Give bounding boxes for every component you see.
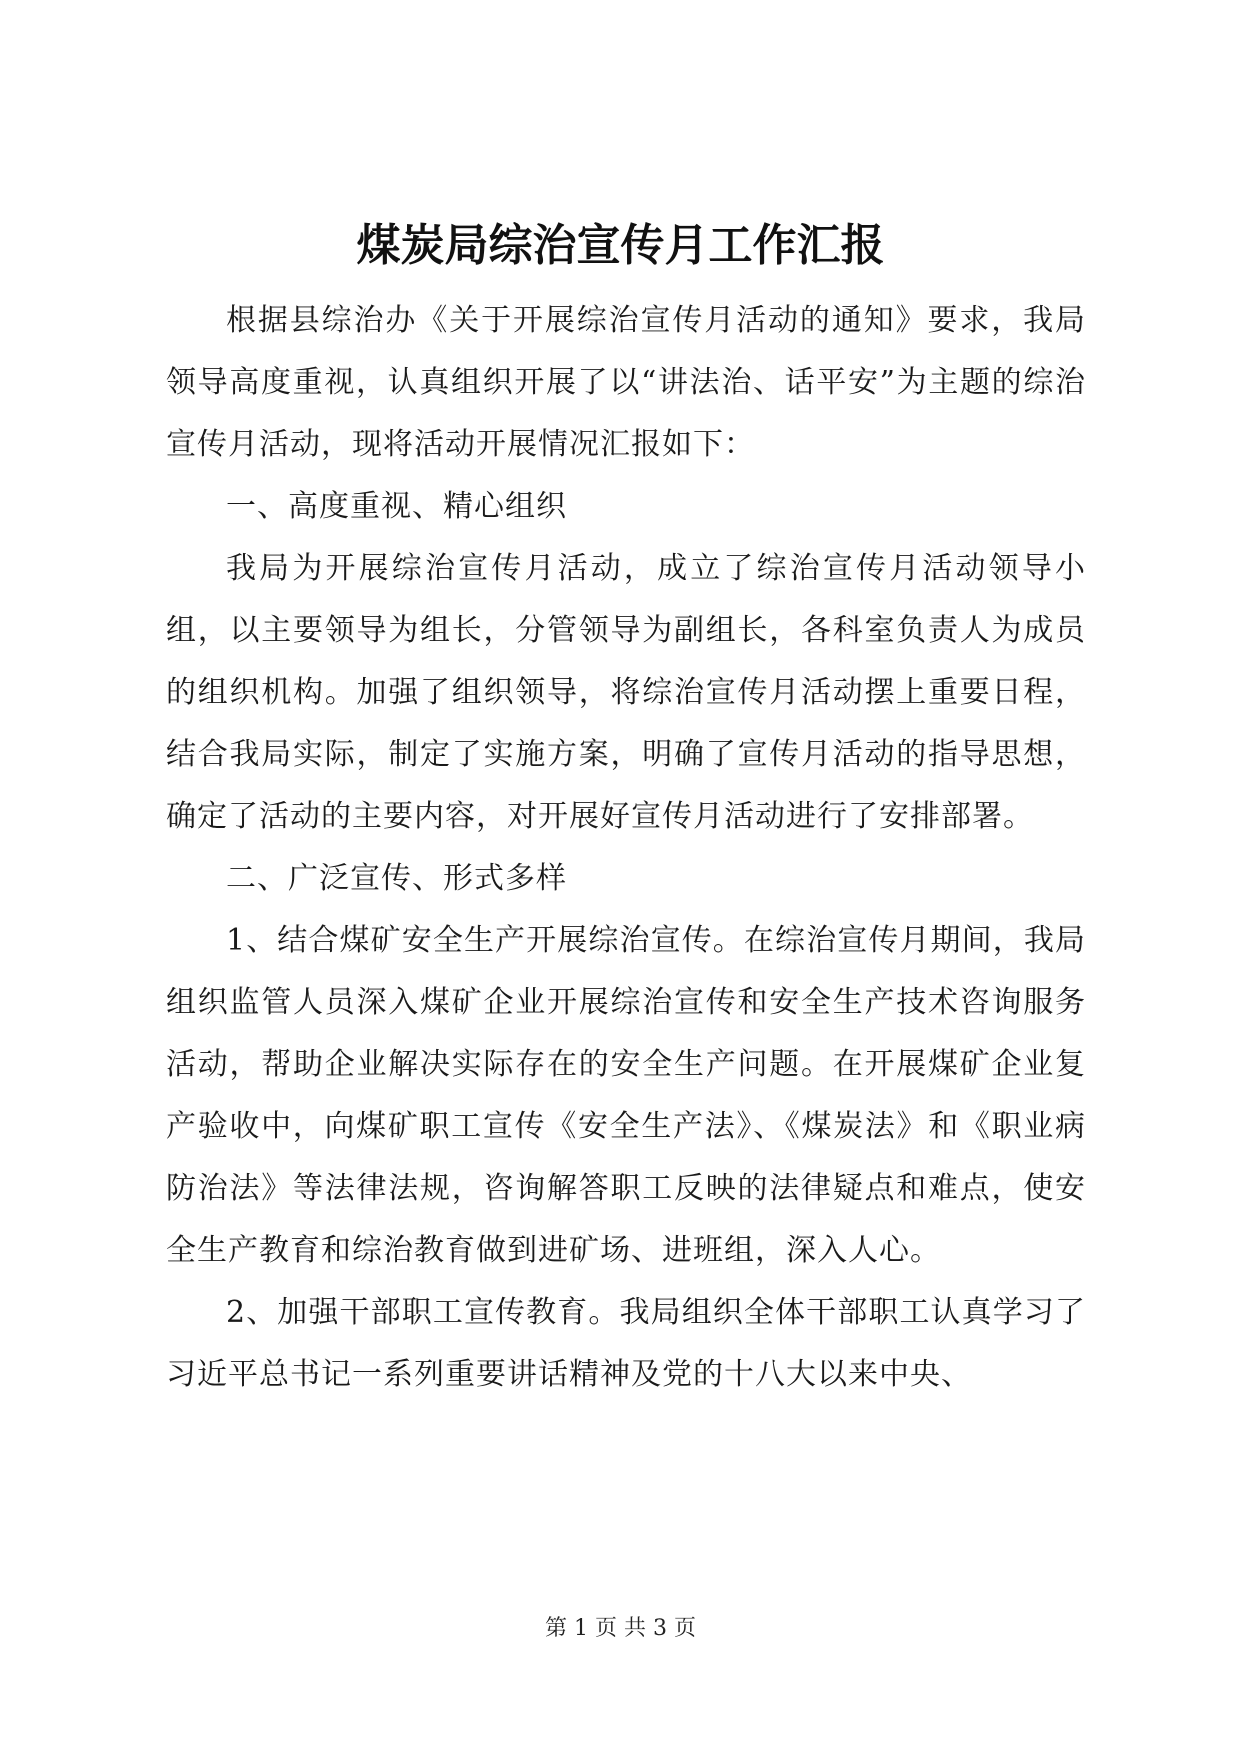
document-body bbox=[166, 290, 1086, 1406]
intro-paragraph: 根据县综治办《关于开展综治宣传月活动的通知》要求，我局领导高度重视，认真组织开展了以“讲法治、话平安”为主题的综治宣传月活动，现将活动开展情况汇报如下： bbox=[166, 303, 1086, 462]
page-number-footer: 第 1 页 共 3 页 bbox=[545, 1616, 696, 1641]
document-title: 煤炭局综治宣传月工作汇报 bbox=[356, 220, 885, 271]
section-2-item-2: 2、加强干部职工宣传教育。我局组织全体干部职工认真学习了习近平总书记一系列重要讲话精神及党的十八大以来中央、 bbox=[166, 1295, 1086, 1392]
section-heading-2: 二、广泛宣传、形式多样 bbox=[226, 861, 567, 896]
section-1-paragraph: 我局为开展综治宣传月活动，成立了综治宣传月活动领导小组，以主要领导为组长，分管领导为副组长，各科室负责人为成员的组织机构。加强了组织领导，将综治宣传月活动摆上重要日程，结合我局实际，制定了实施方案，明确了宣传月活动的指导思想，确定了活动的主要内容，对开展好宣传月活动进行了安排部署。 bbox=[166, 551, 1086, 834]
section-2-item-1: 1、结合煤矿安全生产开展综治宣传。在综治宣传月期间，我局组织监管人员深入煤矿企业开展综治宣传和安全生产技术咨询服务活动，帮助企业解决实际存在的安全生产问题。在开展煤矿企业复产验收中，向煤矿职工宣传《安全生产法》、《煤炭法》和《职业病防治法》等法律法规，咨询解答职工反映的法律疑点和难点，使安全生产教育和综治教育做到进矿场、进班组，深入人心。 bbox=[166, 923, 1086, 1268]
section-heading-1: 一、高度重视、精心组织 bbox=[226, 489, 567, 524]
